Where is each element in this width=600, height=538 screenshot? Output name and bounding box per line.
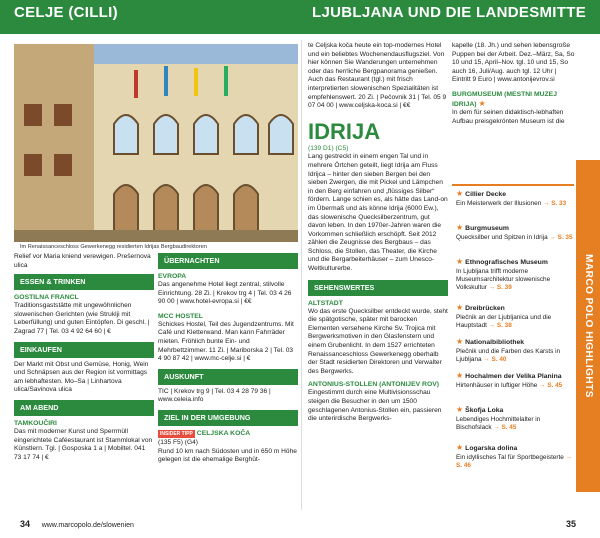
highlight-desc: [456, 416, 574, 432]
highlight-page-ref[interactable]: → S. 40: [483, 355, 507, 363]
section-essen-trinken: ESSEN & TRINKEN: [14, 274, 154, 290]
star-icon: ★: [456, 223, 464, 232]
highlight-title: [456, 258, 574, 268]
highlight-item: [456, 190, 574, 208]
celjska-koca-continued: te Celjska koča heute ein top-modernes Hotel und ein beliebtes Wochenendausflugsziel. Von hier können Sie Wanderungen unternehmen oder das herrliche Bergpanorama genießen. Auch das Restaurant (tgl.) mit frisch interpretierten slowenischen Spezialitäten ist empfehlenswert. 20 Zi. | Pečovnik 31 | Tel. 05 9 07 04 00 | www.celjska-koca.si | €€: [308, 42, 447, 110]
highlight-desc: [456, 454, 574, 470]
highlight-title: [456, 190, 574, 200]
altstadt-text: Wo das erste Quecksilber entdeckt wurde, steht die spätgotische, später mit barocken Elementen versehene Kirche Sv. Trojica mit Bergwerksmotiven in den Glasfenstern und einem Grubenlicht. In dem 1527 errichteten Renaissanceschloss Gewerkenegg oberhalb der Stadt residierten Direktoren und Verwalter des Bergwerks.: [308, 307, 448, 375]
idrija-heading: IDRIJA: [308, 118, 381, 144]
highlight-item: [456, 338, 574, 364]
idrija-intro: Lang gestreckt in einem engen Tal und in mehrere Örtchen geteilt, liegt Idrija am Fluss Idrijca – hinter den sieben Bergen bei den sieben Zwergen, die mit Pickel und Lämpchen in den Berg einfahren und „flüssiges Silber“ fördern. Lange schien es, als hätte das Land-on im Übermaß und als könne Idrija (6000 Ew.), das slowenische Quecksilberzentrum, gut davon leben. In den 1970er-Jahren waren die Vorkommen schließlich erschöpft. Seit 2012 zählen die Zeugnisse des Bergbaus – das Schloss, die Stollen, das Theater, die Kirche und die Bergarbeiterhäuser – zum Unesco-Weltkulturerbe.: [308, 153, 448, 273]
highlight-item: [456, 406, 574, 432]
highlight-desc: [456, 314, 574, 330]
castle-photo: [14, 44, 298, 242]
star-icon: ★: [456, 405, 464, 414]
section-einkaufen: EINKAUFEN: [14, 342, 154, 358]
header-right: [300, 0, 600, 34]
star-icon: ★: [456, 189, 464, 198]
highlight-desc-text: Ein Meisterwerk der Illusionen: [456, 199, 542, 207]
highlight-title-text: Nationalbibliothek: [465, 339, 525, 346]
burgmuseum-text: In dem für seinen didaktisch-lebhaften Aufbau preisgekrönten Museum ist die: [452, 108, 565, 125]
highlights-sidebar-title: MARCO POLO HIGHLIGHTS: [583, 254, 594, 398]
insider-tip-badge: INSIDER TIPP: [160, 430, 193, 437]
section-ziel-umgebung: ZIEL IN DER UMGEBUNG: [158, 410, 298, 426]
highlight-title-text: Cillier Decke: [465, 191, 506, 198]
highlight-page-ref[interactable]: → S. 35: [549, 233, 573, 241]
evropa-text: Das angenehme Hotel liegt zentral, stilvolle Einrichtung. 28 Zi. | Krekov trg 4 | Tel. 03 4 26 90 00 | www.hotel-evropa.si | €€: [158, 281, 292, 306]
highlight-title-text: Škofja Loka: [465, 407, 504, 414]
intro-text: Relief vor Maria kniend verewigen. Prešernova ulica: [14, 253, 151, 269]
footer-left: [20, 520, 134, 531]
highlight-desc: [456, 268, 574, 293]
celjska-koca-title: CELJSKA KOČA: [196, 429, 251, 437]
highlight-page-ref[interactable]: → S. 33: [543, 199, 567, 207]
footer-right: [566, 520, 576, 531]
chapter-title: CELJE (CILLI): [14, 4, 118, 21]
highlight-desc: [456, 234, 574, 242]
highlight-desc: [456, 382, 574, 390]
highlight-desc-text: Quecksilber und Spitzen in Idrija: [456, 233, 548, 241]
highlight-item: [456, 304, 574, 330]
highlight-title-text: Dreibrücken: [465, 305, 505, 312]
burgmuseum-title: BURGMUSEUM (MESTNI MUZEJ IDRIJA): [452, 90, 557, 108]
antonius-stollen-text: Eingestimmt durch eine Multivisionsschau steigen die Besucher in den um 1500 geschlagenen Antonius-Stollen ein, passieren die unterirdische Bergwerks-: [308, 389, 442, 423]
mcc-hostel-text: Schickes Hostel, Teil des Jugendzentrums. Mit Café und Kletterwand. Man kann Fahrräder mieten. Fröhlich bunte Ein- und Mehrbettzimmer. 11 Zi. | Mariborska 2 | Tel. 03 4 90 87 42 | www.mc-celje.si | €: [158, 320, 294, 363]
highlight-desc-text: Lebendiges Hochmittelalter in Bischofslack: [456, 415, 541, 431]
gostilna-francl-text: Traditionsgaststätte mit ungewöhnlichen slowenischen Gerichten (wie Struklji mit Leberfüllung) und guten Eintöpfen. Di geschl. | Zagrad 77 | Tel. 03 4 92 64 60 | €: [14, 302, 150, 335]
section-uebernachten: ÜBERNACHTEN: [158, 253, 298, 269]
column-3: [308, 42, 448, 424]
altstadt-heading: ALTSTADT: [308, 299, 343, 307]
highlight-item: [456, 224, 574, 242]
star-icon: ★: [456, 257, 464, 266]
celjska-koca-heading: [158, 429, 298, 439]
highlight-desc: [456, 200, 574, 208]
section-am-abend: AM ABEND: [14, 400, 154, 416]
tamkouciri-heading: TAMKOUČIRI: [14, 419, 57, 427]
star-icon: ★: [456, 371, 464, 380]
highlight-item: [456, 372, 574, 390]
section-sehenswertes: SEHENSWERTES: [308, 280, 448, 296]
highlight-desc-text: Ein idyllisches Tal für Sportbegeisterte: [456, 453, 564, 461]
star-icon: ★: [478, 98, 486, 108]
highlight-title: [456, 338, 574, 348]
highlight-desc-text: Plečnik an der Ljubljanica und die Hauptstadt: [456, 313, 552, 329]
highlight-page-ref[interactable]: → S. 39: [488, 284, 512, 291]
einkaufen-text: Der Markt mit Obst und Gemüse, Honig, Wein und Schnäpsen aus der Region ist vormittags am lebhaftesten. Mo–Sa | Linhartova ulica/Savinova ulica: [14, 360, 149, 394]
highlight-page-ref[interactable]: → S. 38: [488, 321, 512, 329]
highlight-title-text: Logarska dolina: [465, 445, 518, 452]
highlight-page-ref[interactable]: → S. 45: [539, 381, 563, 389]
highlight-desc-text: In Ljubljana trifft moderne Museumsarchitektur slowenische Volkskultur: [456, 267, 551, 291]
celjska-koca-text: Rund 10 km nach Südosten und in 650 m Höhe gelegen ist die ehemalige Berghüt-: [158, 447, 297, 464]
star-icon: ★: [456, 303, 464, 312]
highlight-item: [456, 444, 574, 470]
tamkouciri-text: Das mit moderner Kunst und Sperrmüll eingerichtete Caféestaurant ist Stammlokal von Künstlern. Tgl. | Gosposka 1 a | Mobiltel. 041 73 17 74 | €: [14, 427, 153, 461]
auskunft-text: TIC | Krekov trg 9 | Tel. 03 4 28 79 36 | www.celeia.info: [158, 387, 271, 404]
header-left: [0, 0, 300, 34]
column-1: [14, 253, 154, 462]
highlight-page-ref[interactable]: → S. 45: [493, 423, 517, 431]
photo-caption: Im Renaissanceschloss Gewerkenegg residierten Idrijas Bergbaudirektoren: [20, 244, 207, 250]
page-divider: [301, 40, 302, 510]
evropa-heading: EVROPA: [158, 273, 187, 280]
gostilna-francl-heading: GOSTILNA FRANCL: [14, 294, 79, 302]
highlight-desc-text: Plečnik und die Farben des Karsts in Ljubljana: [456, 347, 561, 363]
antonius-continued: kapelle (18. Jh.) und sehen lebensgroße Puppen bei der Arbeit. Dez.–März, Sa, So 10 und 15, April–Nov. tgl. 10 und 15, So auch 16, Juli/Aug. auch tgl. 12 Uhr | Eintritt 9 Euro | www.antonijevrov.si: [452, 42, 575, 84]
highlight-desc: [456, 348, 574, 364]
highlights-box: [452, 184, 574, 492]
highlight-title: [456, 444, 574, 454]
antonius-stollen-heading: ANTONIUS-STOLLEN (ANTONIJEV ROV): [308, 381, 440, 389]
star-icon: ★: [456, 337, 464, 346]
celjska-koca-coords: (135 F5) (G4): [158, 438, 198, 446]
burgmuseum-heading: [452, 90, 576, 109]
section-title: LJUBLJANA UND DIE LANDESMITTE: [312, 4, 586, 21]
highlight-title: [456, 406, 574, 416]
idrija-coords: (139 D1) (C5): [308, 144, 349, 152]
highlight-title: [456, 372, 574, 382]
column-2: [158, 253, 298, 465]
page-number-left: 34: [20, 519, 31, 529]
star-icon: ★: [456, 443, 464, 452]
highlight-desc-text: Hirtenhäuser in luftiger Höhe: [456, 381, 538, 389]
page-number-right: 35: [566, 519, 577, 529]
highlight-title: [456, 304, 574, 314]
highlight-item: [456, 258, 574, 292]
highlight-title: [456, 224, 574, 234]
highlight-page-ref[interactable]: → S. 46: [456, 453, 573, 469]
mcc-hostel-heading: MCC HOSTEL: [158, 312, 203, 320]
castle-courtyard-illustration: [14, 44, 298, 242]
highlights-sidebar: [576, 160, 600, 492]
column-4: [452, 42, 576, 126]
highlight-title-text: Ethnografisches Museum: [465, 259, 548, 266]
highlight-title-text: Burgmuseum: [465, 225, 509, 232]
highlight-title-text: Hochalmen der Velika Planina: [465, 373, 562, 380]
footer-url[interactable]: www.marcopolo.de/slowenien: [41, 522, 134, 529]
section-auskunft: AUSKUNFT: [158, 369, 298, 385]
